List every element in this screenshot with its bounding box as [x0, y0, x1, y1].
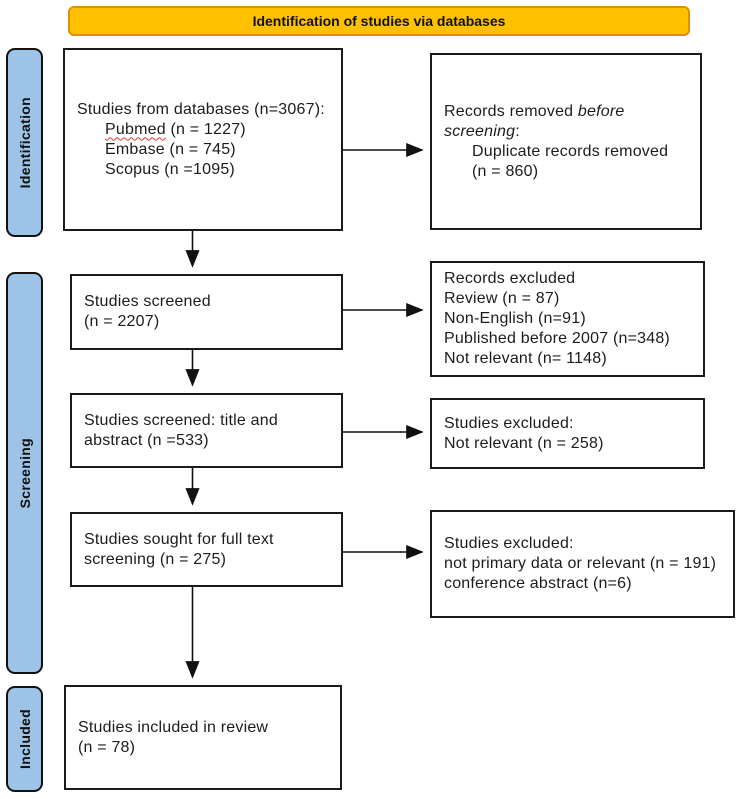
line-text-italic: screening [444, 122, 516, 140]
box-line: screening (n = 275) [84, 550, 227, 568]
box-line: Studies from databases (n=3067): [77, 100, 325, 118]
box-studies-screened [70, 274, 343, 350]
box-line: Studies excluded: [444, 414, 574, 432]
stage-label-identification [6, 48, 43, 237]
pubmed-misspell-text: Pubmed [105, 120, 166, 138]
box-studies-screened-title-abstract [70, 393, 343, 468]
box-line: conference abstract (n=6) [444, 575, 632, 592]
box-line: Studies excluded: [444, 535, 574, 552]
box-studies-excluded-full-text [430, 510, 735, 618]
box-line: Records excluded [444, 270, 576, 287]
box-line: Published before 2007 (n=348) [444, 330, 670, 347]
pubmed-count-text: (n = 1227) [165, 120, 246, 138]
box-line: Studies included in review [78, 718, 269, 736]
stage-label-screening-text: Screening [16, 437, 33, 509]
stage-label-identification-text: Identification [16, 96, 33, 189]
stage-label-included-text: Included [16, 709, 33, 769]
banner-title: Identification of studies via databases [252, 13, 506, 29]
box-line: Scopus (n =1095) [105, 160, 235, 178]
box-line [444, 122, 692, 142]
box-line: (n = 2207) [84, 313, 160, 330]
box-line: (n = 860) [472, 162, 539, 180]
line-text: : [515, 122, 520, 140]
box-line: Non-English (n=91) [444, 310, 586, 327]
box-line [444, 102, 692, 122]
box-records-excluded [430, 261, 705, 377]
box-studies-included-in-review [64, 685, 342, 790]
line-text: Records removed [444, 102, 578, 120]
box-studies-from-databases [63, 48, 343, 231]
box-line: Studies screened: title and [84, 411, 278, 429]
banner [68, 6, 690, 36]
box-line: abstract (n =533) [84, 431, 209, 449]
box-line: Duplicate records removed [472, 142, 669, 160]
box-records-removed-before-screening [430, 53, 702, 230]
box-studies-sought-full-text [70, 512, 343, 587]
box-line: Not relevant (n= 1148) [444, 350, 607, 367]
box-line: Not relevant (n = 258) [444, 434, 604, 452]
box-line: Embase (n = 745) [105, 140, 236, 158]
line-text-italic: before [577, 102, 625, 120]
stage-label-included [6, 686, 43, 792]
box-line: Review (n = 87) [444, 290, 560, 307]
box-studies-excluded-not-relevant [430, 398, 705, 469]
box-line: Studies screened [84, 293, 211, 310]
box-line: Studies sought for full text [84, 530, 274, 548]
box-line: not primary data or relevant (n = 191) [444, 555, 717, 572]
box-line: (n = 78) [78, 738, 136, 756]
box-line [77, 120, 333, 140]
stage-label-screening [6, 272, 43, 674]
